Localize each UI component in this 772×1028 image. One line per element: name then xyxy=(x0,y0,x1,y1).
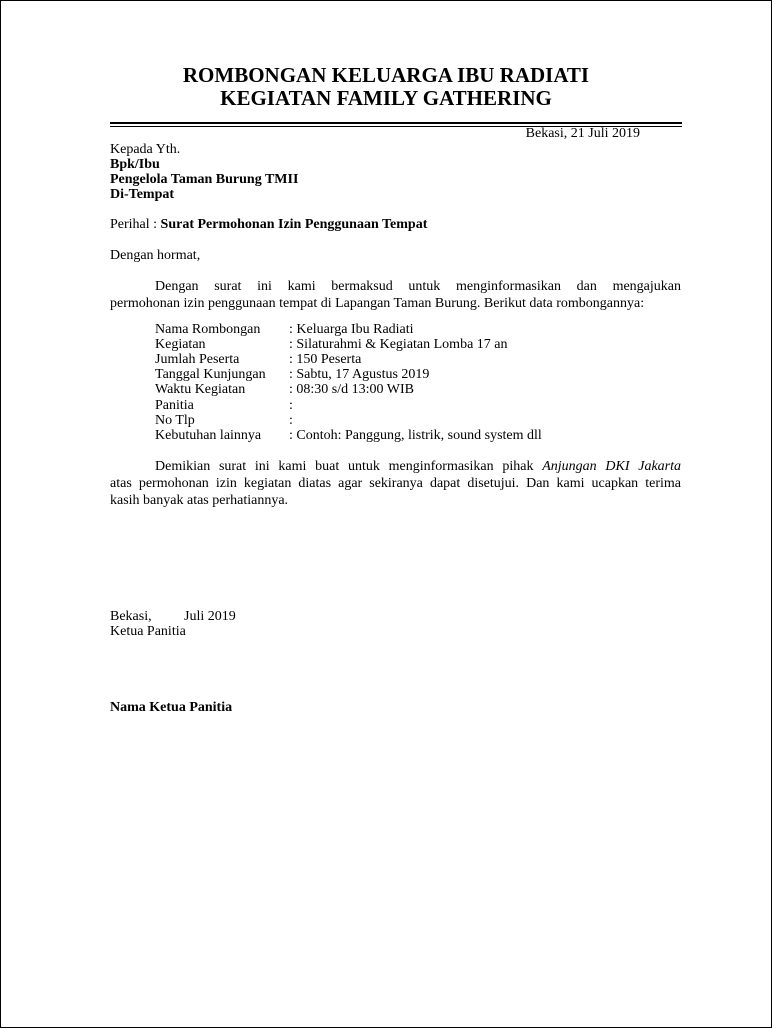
signature-place: Bekasi, xyxy=(110,609,152,624)
header-rule-thick xyxy=(110,122,682,124)
detail-value: : Sabtu, 17 Agustus 2019 xyxy=(289,367,430,382)
letterhead-title: ROMBONGAN KELUARGA IBU RADIATI xyxy=(182,63,590,87)
signature-name: Nama Ketua Panitia xyxy=(110,700,233,715)
detail-label: Panitia xyxy=(155,398,194,413)
subject-label: Perihal : xyxy=(110,217,161,232)
recipient-institution: Pengelola Taman Burung TMII xyxy=(110,172,299,187)
detail-label: Waktu Kegiatan xyxy=(155,382,246,397)
subject-line xyxy=(110,217,427,233)
letterhead-subtitle: KEGIATAN FAMILY GATHERING xyxy=(220,86,552,110)
closing-line-3: kasih banyak atas perhatiannya. xyxy=(110,493,289,508)
closing-line-1-italic: Anjungan DKI Jakarta xyxy=(542,459,682,474)
detail-label: Kegiatan xyxy=(155,337,206,352)
signature-role: Ketua Panitia xyxy=(110,624,186,639)
closing-paragraph xyxy=(110,458,681,509)
detail-label: No Tlp xyxy=(155,413,195,428)
detail-value: : xyxy=(289,413,293,428)
intro-paragraph xyxy=(110,278,681,312)
detail-label: Nama Rombongan xyxy=(155,322,261,337)
detail-value: : Contoh: Panggung, listrik, sound system dll xyxy=(289,428,542,443)
signature-date: Juli 2019 xyxy=(184,609,236,624)
detail-label: Kebutuhan lainnya xyxy=(155,428,262,443)
detail-value: : xyxy=(289,398,293,413)
detail-value: : 150 Peserta xyxy=(289,352,362,367)
intro-line-1: Dengan surat ini kami bermaksud untuk menginformasikan dan mengajukan xyxy=(155,279,681,294)
detail-value: : Silaturahmi & Kegiatan Lomba 17 an xyxy=(289,337,508,352)
closing-line-1 xyxy=(110,458,681,475)
recipient-name: Bpk/Ibu xyxy=(110,157,160,172)
recipient-greeting: Kepada Yth. xyxy=(110,142,181,157)
intro-line-2: permohonan izin penggunaan tempat di Lapangan Taman Burung. Berikut data rombongannya: xyxy=(110,296,645,311)
closing-line-1-text: Demikian surat ini kami buat untuk menginformasikan pihak xyxy=(155,459,543,474)
recipient-location: Di-Tempat xyxy=(110,187,175,202)
place-date: Bekasi, 21 Juli 2019 xyxy=(525,126,640,141)
detail-value: : 08:30 s/d 13:00 WIB xyxy=(289,382,414,397)
detail-value: : Keluarga Ibu Radiati xyxy=(289,322,414,337)
subject-value: Surat Permohonan Izin Penggunaan Tempat xyxy=(160,217,428,232)
closing-line-2: atas permohonan izin kegiatan diatas agar sekiranya dapat disetujui. Dan kami ucapkan terima xyxy=(110,476,681,491)
salutation: Dengan hormat, xyxy=(110,248,201,263)
detail-label: Jumlah Peserta xyxy=(155,352,240,367)
detail-label: Tanggal Kunjungan xyxy=(155,367,266,382)
